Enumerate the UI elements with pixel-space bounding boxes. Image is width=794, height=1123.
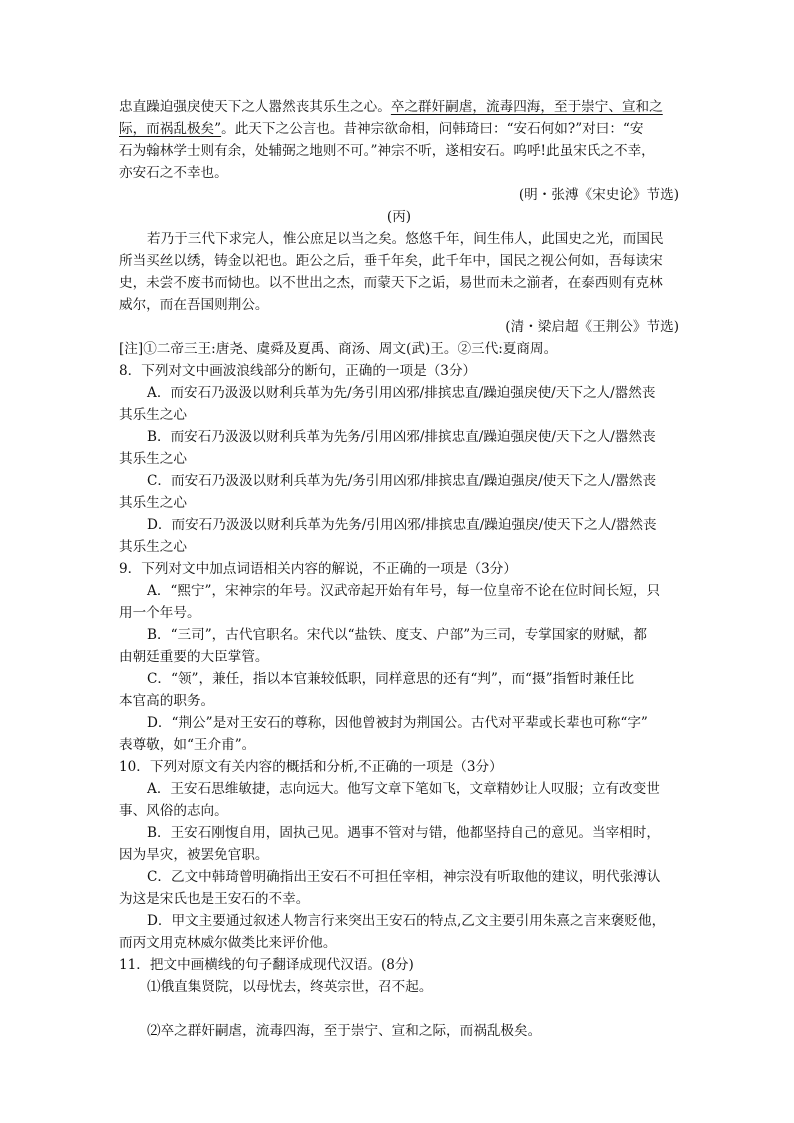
option-line: 因为旱灾，被罢免官职。 (119, 847, 269, 863)
translation-item: ⑴俄直集贤院，以母忧去，终英宗世，召不起。 (147, 979, 433, 995)
option-line: 事、风俗的志向。 (119, 803, 228, 819)
option-line: A．“熙宁”，宋神宗的年号。汉武帝起开始有年号，每一位皇帝不论在位时间长短，只 (147, 583, 661, 599)
option-line: 用一个年号。 (119, 605, 201, 621)
passage-line: 亦安石之不幸也。 (119, 165, 228, 181)
translation-item: ⑵卒之群奸嗣虐，流毒四海，至于崇宁、宣和之际，而祸乱极矣。 (147, 1023, 542, 1039)
underlined-sentence: 卒之群奸嗣虐，流毒四海，至于崇宁、宣和之 (390, 99, 663, 115)
option-line: 其乐生之心 (119, 407, 187, 423)
option-line: B．“三司”，古代官职名。宋代以“盐铁、度支、户部”为三司，专掌国家的财赋，都 (147, 627, 647, 643)
passage-heading: (丙) (386, 209, 412, 225)
option-line: A．而安石乃汲汲以财利兵革为先/务引用凶邪/排摈忠直/躁迫强戾使/天下之人/嚣然丧 (147, 385, 656, 401)
passage-line: 际，而祸乱极矣”。此天下之公言也。昔神宗欲命相，问韩琦曰：“安石何如?”对曰：“安 (119, 121, 644, 137)
underlined-sentence: 际，而祸乱极矣” (119, 121, 222, 137)
option-line: 其乐生之心 (119, 451, 187, 467)
passage-source: (明・张溥《宋史论》节选) (518, 187, 679, 203)
question-stem: 10．下列对原文有关内容的概括和分析,不正确的一项是（3分） (119, 759, 503, 775)
option-line: 其乐生之心 (119, 539, 187, 555)
document-page (119, 96, 679, 1042)
passage-line: 忠直躁迫强戾使天下之人嚣然丧其乐生之心。卒之群奸嗣虐，流毒四海，至于崇宁、宣和之 (119, 99, 663, 115)
passage-source: (清・梁启超《王荆公》节选) (505, 319, 679, 335)
option-line: C．乙文中韩琦曾明确指出王安石不可担任宰相，神宗没有听取他的建议，明代张溥认 (147, 869, 661, 885)
option-line: D．“荆公”是对王安石的尊称，因他曾被封为荆国公。古代对平辈或长辈也可称“字” (147, 715, 648, 731)
option-line: A．王安石思维敏捷，志向远大。他写文章下笔如飞，文章精妙让人叹服；立有改变世 (147, 781, 660, 797)
option-line: D．甲文主要通过叙述人物言行来突出王安石的特点,乙文主要引用朱熹之言来褒贬他， (147, 913, 666, 929)
option-line: C．而安石乃汲汲以财利兵革为先/务引用凶邪/排摈忠直/躁迫强戾/使天下之人/嚣然丧 (147, 473, 657, 489)
option-line: C．“领”，兼任，指以本官兼较低职，同样意思的还有“判”，而“摄”指暂时兼任比 (147, 671, 635, 687)
option-line: B．王安石刚愎自用，固执己见。遇事不管对与错，他都坚持自己的意见。当宰相时， (147, 825, 660, 841)
question-stem: 8．下列对文中画波浪线部分的断句，正确的一项是（3分） (119, 363, 477, 379)
annotation-note: [注]①二帝三王:唐尧、虞舜及夏禹、商汤、周文(武)王。②三代:夏商周。 (119, 341, 558, 357)
question-stem: 11．把文中画横线的句子翻译成现代汉语。(8分) (119, 957, 414, 973)
question-stem: 9．下列对文中加点词语相关内容的解说，不正确的一项是（3分） (119, 561, 517, 577)
passage-line: 若乃于三代下求完人，惟公庶足以当之矣。悠悠千年，间生伟人，此国史之光，而国民 (147, 231, 664, 247)
option-line: 本官高的职务。 (119, 693, 215, 709)
passage-line: 石为翰林学士则有余，处辅弼之地则不可。”神宗不听，遂相安石。呜呼!此虽宋氏之不幸， (119, 143, 655, 159)
passage-line: 所当买丝以绣，铸金以祀也。距公之后，垂千年矣，此千年中，国民之视公何如，吾每读宋 (119, 253, 663, 269)
option-line: 为这是宋氏也是王安石的不幸。 (119, 891, 310, 907)
option-line: 其乐生之心 (119, 495, 187, 511)
option-line: 由朝廷重要的大臣掌管。 (119, 649, 269, 665)
option-line: 表尊敬，如“王介甫”。 (119, 737, 256, 753)
passage-line: 史，未尝不废书而恸也。以不世出之杰，而蒙天下之诟，易世而未之湔者，在泰西则有克林 (119, 275, 663, 291)
option-line: 而丙文用克林威尔做类比来评价他。 (119, 935, 337, 951)
passage-line: 威尔，而在吾国则荆公。 (119, 297, 269, 313)
answer-space (119, 998, 679, 1020)
option-line: D．而安石乃汲汲以财利兵革为先务/引用凶邪/排摈忠直/躁迫强戾/使天下之人/嚣然丧 (147, 517, 657, 533)
option-line: B．而安石乃汲汲以财利兵革为先务/引用凶邪/排摈忠直/躁迫强戾使/天下之人/嚣然丧 (147, 429, 656, 445)
